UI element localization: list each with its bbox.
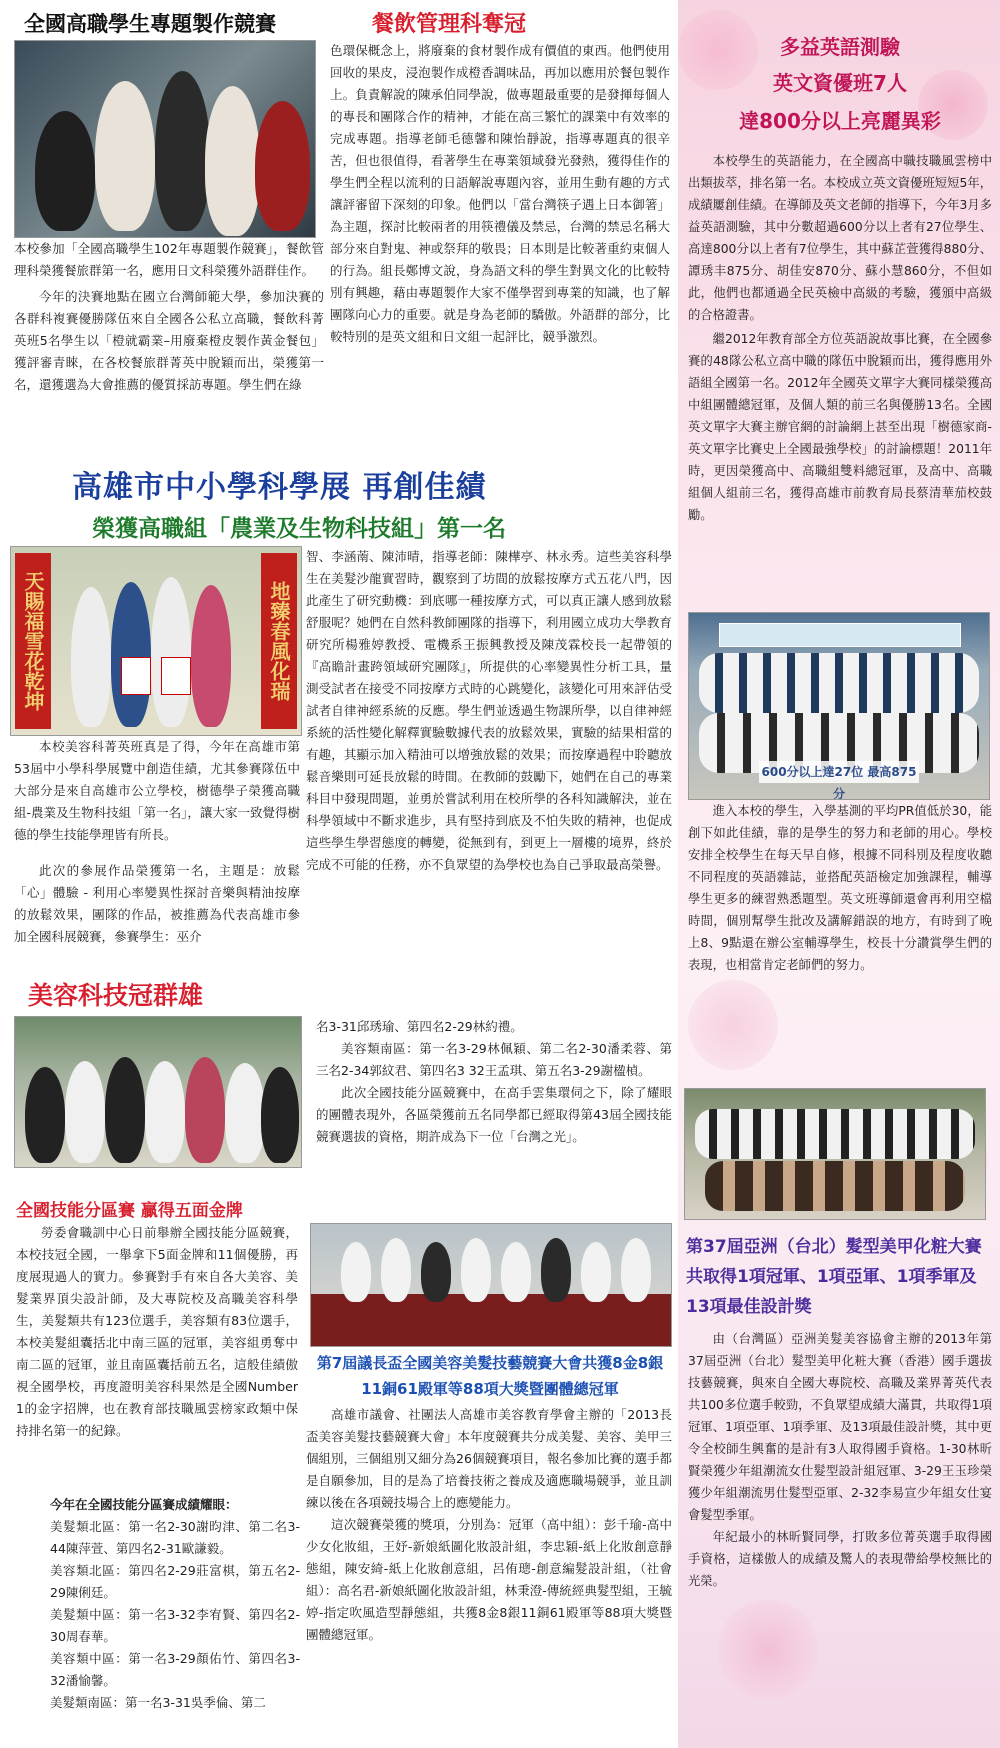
section3-sub1: 全國技能分區賽 贏得五面金牌 — [16, 1201, 243, 1221]
paragraph: 今年的決賽地點在國立台灣師範大學，參加決賽的各群科複賽優勝隊伍來自全國各公私立高職，餐飲科菁英班5名學生以「橙就霸業–用廢棄橙皮製作黃金餐包」獲評審青睞，在各校餐旅群菁英中脫穎而出，榮獲第一名，還獲選為大會推薦的優質採訪專題。學生們在綠 — [14, 289, 324, 392]
paragraph: 色環保概念上，將廢棄的食材製作成有價值的東西。他們使用回收的果皮，浸泡製作成橙香調味品，再加以應用於餐包製作上。負責解說的陳承伯同學說，做專題最重要的是發揮每個人的專長和團隊合作的精神，才能在高三繁忙的課業中有效率的完成專題。指導老師毛德馨和陳怡靜說，指導專題真的很辛苦，但也很值得，看著學生在專業領域發光發熱，獲得佳作的學生們全程以流利的日語解說專題內容，並用生動有趣的方式讓評審留下深刻的印象。他們以「當台灣筷子遇上日本御箸」為主題，探討比較兩者的用筷禮儀及禁忌，台灣的禁忌名稱大部分來自對鬼、神或祭拜的敬畏；日本則是比較著重約束個人的行為。組長鄭博文說，身為語文科的學生對異文化的比較特別有興趣，藉由專題製作大家不僅學習到專業的知識，也了解團隊向心力的重要。就是身為老師的驕傲。外語群的部分，比較特別的是英文組和日文組一起評比，競爭激烈。 — [330, 43, 670, 344]
beauty-team-photo — [14, 1016, 302, 1168]
paragraph: 此次的參展作品榮獲第一名，主題是：放鬆「心」體驗 - 利用心率變異性探討音樂與精油按摩的放鬆效果，團隊的作品，被推薦為代表高雄市參加全國科展競賽，參賽學生：巫介 — [14, 863, 300, 944]
paragraph: 進入本校的學生，入學基測的平均PR值低於30，能創下如此佳績，靠的是學生的努力和老師的用心。學校安排全校學生在每天早自修，根據不同科別及程度收聽不同程度的英語雜誌，並搭配英語檢定加強課程，輔導學生更多的練習熟悉題型。英文班導師還會再利用空檔時間，個別幫學生批改及講解錯誤的地方，有時到了晚上8、9點還在辦公室輔導學生，校長十分讚賞學生們的表現，也相當肯定老師們的努力。 — [688, 804, 992, 972]
paragraph: 名3-31邱琇瑜、第四名2-29林約禮。 — [316, 1019, 523, 1034]
couplet-banner-right: 地臻春風化瑞 — [261, 553, 297, 729]
paragraph: 高雄市議會、社團法人高雄市美容教育學會主辦的「2013長盃美容美髮技藝競賽大會」本年度競賽共分成美髮、美容、美甲三個組別，三個組別又細分為26個競賽項目，報名參加比賽的選手都是自願參加，目的是為了培養技術之養成及適應職場競爭，並且訓練以後在各項競技場合上的應變能力。 — [306, 1407, 672, 1510]
section3-sub2: 第7屆議長盃全國美容美髮技藝競賽大會共獲8金8銀11銅61殿軍等88項大獎暨團體總冠軍 — [316, 1354, 664, 1398]
flower-decoration — [718, 1600, 818, 1700]
paragraph: 本校參加「全國高職學生102年專題製作競賽」，餐飲管理科榮獲餐旅群第一名，應用日文科榮獲外語群佳作。 — [14, 241, 324, 278]
hair-competition-photo — [684, 1088, 986, 1220]
paragraph: 繼2012年教育部全方位英語說故事比賽，在全國參賽的48隊公私立高中職的隊伍中脫穎而出，獲得應用外語組全國第一名。2012年全國英文單字大賽同樣榮獲高中組團體總冠軍，及個人類的前三名與優勝13名。全國英文單字大賽主辦官網的討論網上甚至出現「樹德家商-英文單字比賽史上全國最強學校」的討論標題！2011年時，更因榮獲高中、高職組雙料總冠軍，及高中、高職組個人組前三名，獲得高雄市前教育局長蔡清華茄校鼓勵。 — [688, 332, 992, 522]
result-item: 美容類中區：第一名3-29顏佑竹、第四名3-32潘愉馨。 — [50, 1651, 300, 1688]
paragraph: 美容類南區：第一名3-29林佩穎、第二名2-30潘柔蓉、第三名2-34郭紋君、第四名3 32王孟琪、第五名3-29謝楹楨。 — [316, 1041, 672, 1078]
section2-title: 高雄市中小學科學展 再創佳績 — [72, 470, 487, 505]
paragraph: 此次全國技能分區競賽中，在高手雲集環伺之下，除了耀眼的團體表現外，各區榮獲前五名同學都已經取得第43屆全國技能競賽選拔的資格，期許成為下一位「台灣之光」。 — [316, 1085, 672, 1144]
paragraph: 由（台灣區）亞洲美髮美容協會主辦的2013年第37屆亞洲（台北）髮型美甲化粧大賽（香港）國手選拔技藝競賽，與來自全國大專院校、高職及業界菁英代表共100多位選手較勁，不負眾望成績大滿貫，共取得1項冠軍、1項亞軍、1項季軍、及13項最佳設計獎，其中更令全校師生興奮的是計有3人取得國手資格。1-30林昕賢榮獲少年組潮流女仕髮型設計組冠軍、3-29王玉珍榮獲少年組潮流男仕髮型亞軍、2-32李易宣少年組女仕宴會髮型季軍。 — [688, 1332, 992, 1522]
section1-subtitle: 餐飲管理科奪冠 — [372, 12, 527, 37]
result-item: 美髮類北區：第一名2-30謝昀津、第二名3-44陳萍萱、第四名2-31歐謙毅。 — [50, 1519, 300, 1556]
title-line: 多益英語測驗 — [780, 35, 900, 59]
section3-body1 — [16, 1222, 298, 1442]
section4-title — [690, 30, 990, 140]
competition-group-photo — [310, 1223, 672, 1347]
result-item: 美髮類南區：第一名3-31吳季倫、第二 — [50, 1695, 266, 1710]
section1-right-text — [330, 40, 670, 348]
section4-body1 — [688, 150, 992, 526]
science-fair-photo — [10, 546, 302, 736]
result-item: 美容類北區：第四名2-29莊富棋，第五名2-29陳俐廷。 — [50, 1563, 300, 1600]
section3-body2 — [306, 1404, 672, 1646]
section4-body2 — [688, 800, 992, 976]
result-item: 美髮類中區：第一名3-32李宥賢、第四名2-30周春華。 — [50, 1607, 300, 1644]
section3-results — [50, 1494, 300, 1714]
title-line: 英文資優班7人 — [773, 71, 907, 95]
section1-left-text — [14, 238, 324, 396]
section2-right-text — [306, 546, 672, 876]
flower-decoration — [688, 980, 778, 1070]
couplet-banner-left: 天賜福雪花乾坤 — [15, 553, 51, 729]
paragraph: 這次競賽榮獲的獎項，分別為：冠軍（高中組）：彭千瑜-高中少女化妝組，王妤-新娘紙圖化妝設計組，李忠穎-紙上化妝創意靜態組，陳安綺-紙上化妝創意組，呂侑璁-創意編髮設計組，（社會組）：高名君-新娘紙圖化妝設計組，林秉澄-傳統經典髮型組，王毓婷-指定吹風造型靜態組，共獲8金8銀11銅61殿軍等88項大獎暨團體總冠軍。 — [306, 1517, 672, 1642]
section5-title: 第37屆亞洲（台北）髮型美甲化粧大賽共取得1項冠軍、1項亞軍、1項季軍及13項最佳設計獎 — [686, 1237, 982, 1317]
paragraph: 智、李涵萳、陳沛晴，指導老師：陳樺亭、林永秀。這些美容科學生在美髮沙龍實習時，觀察到了坊間的放鬆按摩方式五花八門，因此產生了研究動機：到底哪一種按摩方式，可以真正讓人感到放鬆舒服呢？她們在自然科教師團隊的指導下，利用國立成功大學教育研究所楊雅婷教授、電機系王振興教授及陳茂霖校長一起帶領的『高瞻計畫跨領域研究團隊』，所提供的心率變異性分析工具，量測受試者在接受不同按摩方式時的心跳變化，該變化可用來評估受試者自律神經系統的反應。學生們並透過生物課所學，以自律神經系統的活性變化解釋實驗數據代表的放鬆效果，實驗的結果相當的有趣，其顯示加入精油可以增強放鬆的效果；而按摩過程中聆聽放鬆音樂則可延長放鬆的時間。在教師的鼓勵下，她們在自己的專業科目中發現問題，並勇於嘗試利用在校所學的各科知識解決，並在科學領域中不斷求進步，具有堅持到底及不怕失敗的精神，也促成這些學生學習態度的轉變，從無到有，到更上一層樓的境界，終於完成不可能的任務，亦不負眾望的為學校也為自己爭取最高榮譽。 — [306, 549, 672, 872]
photo-banner: 600分以上達27位 最高875分 — [759, 761, 919, 783]
english-class-photo — [688, 612, 990, 800]
paragraph: 本校美容科菁英班真是了得，今年在高雄市第53屆中小學科學展覽中創造佳績，尤其參賽隊伍中大部分是來自高雄市公立學校，樹德學子榮獲高職組-農業及生物科技組「第一名」，讓大家一致覺得樹德的學生技能學理皆有所長。 — [14, 739, 300, 842]
restaurant-team-photo — [14, 40, 316, 238]
section3-title: 美容科技冠群雄 — [28, 981, 204, 1010]
title-line: 達800分以上亮麗異彩 — [739, 109, 941, 133]
results-intro: 今年在全國技能分區賽成績耀眼： — [50, 1497, 238, 1512]
section2-left-text — [14, 736, 300, 948]
section1-title: 全國高職學生專題製作競賽 — [24, 12, 276, 36]
paragraph: 勞委會職訓中心日前舉辦全國技能分區競賽，本校技冠全國，一舉拿下5面金牌和11個優勝，再度展現過人的實力。參賽對手有來自各大美容、美髮業界頂尖設計師，及大專院校及高職美容科學生，美髮類共有123位選手，美容類有83位選手，本校美髮組囊括北中南三區的冠軍，美容組勇奪中南二區的冠軍，並且南區囊括前五名，這般佳績傲視全國學校，再度證明美容科果然是全國Number 1的金字招牌，也在教育部技職風雲榜家政類中保持排名第一的紀錄。 — [16, 1225, 298, 1438]
section2-subtitle: 榮獲高職組「農業及生物科技組」第一名 — [92, 516, 506, 542]
section5-body — [688, 1328, 992, 1592]
section3-mid-text — [316, 1016, 672, 1148]
paragraph: 年紀最小的林昕賢同學，打敗多位菁英選手取得國手資格，這樣傲人的成績及驚人的表現帶給學校無比的光榮。 — [688, 1530, 992, 1588]
paragraph: 本校學生的英語能力，在全國高中職技職風雲榜中出類拔萃，排名第一名。本校成立英文資優班短短5年，成績屢創佳績。在導師及英文老師的指導下，今年3月多益英語測驗，其中分數超過600分以上者有27位學生、高達800分以上者有7位學生，其中蘇芷萱獲得880分、譚琇丰875分、胡佳安870分、蘇小慧860分，不但如此，他們也都通過全民英檢中高級的考驗，獲頒中高級的合格證書。 — [688, 154, 992, 322]
